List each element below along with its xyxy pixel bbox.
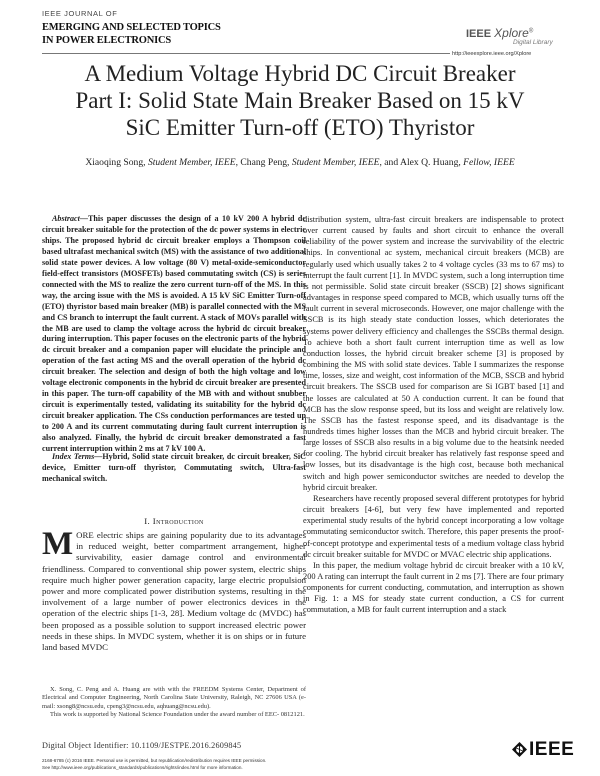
abstract-label: Abstract— [52,214,88,223]
intro-lead: ORE [76,530,94,540]
xplore-subtitle: Digital Library [513,39,553,46]
ieee-diamond-icon [512,742,527,757]
author-1-name: Xiaoqing Song, [85,157,148,168]
author-list [0,157,600,168]
paragraph-1: distribution system, ultra-fast circuit breakers are indispensable to protect over current caused by faults and short circuit to enhance the overall reliability of the power system and increase the survivability of the electric ships. In conventional ac system, mechanical circuit breakers (MCB) are regularly used which usually takes 2 to 4 voltage cycles (33 ms to 67 ms) to interrupt the fault current [1]. In MVDC system, such a long interruption time is not permissible. Solid state circuit breaker (SSCB) [2] shows significant advantages in response speed compared to MCB, which usually turns off the fault current in several microseconds. However, one major challenge with the SSCB is its high steady state conduction losses, which deteriorates the systems power delivery efficiency and challenges the SSCBs thermal design. To achieve both a short fault current interruption time as well as low conduction losses, the hybrid circuit breaker scheme [3] is proposed by combining the MS with solid state devices. Table I summarizes the response time, losses, size and weight, cost information of the MCB, SSCB and hybrid circuit breakers. The SSCB used for comparison are Si IGBT based [1] and the losses are calculated at 50 A conduction current. It can be found that MCB has the slow response speed, but its loss and weight are relatively low. The SSCB has the fastest response speed, and its disadvantage is the hundreds times higher losses than the MCB and hybrid circuit breaker. The large losses of SSCB also results in a big volume due to the heatsink needed for cooling. The hybrid circuit breaker has relatively fast response speed and low losses, but its disadvantage is the high cost, because both mechanical switch and high power semiconductor switches are needed to develop the hybrid circuit breaker. [303,215,564,492]
paragraph-2: Researchers have recently proposed several different prototypes for hybrid circuit breakers [4-6], but very few have implemented and reported experimental study results of the hybrid concept incorporating a low voltage commutating semiconductor switch. Therefore, this paper presents the proof-of-concept prototype and experimental tests of a medium voltage class hybrid dc circuit breaker suitable for MVDC or MVAC electric ship applications. [303,493,564,559]
abstract-text: This paper discusses the design of a 10 kV 200 A hybrid dc circuit breaker suitable for the protection of the dc power systems in electric ships. The proposed hybrid dc circuit breaker employs a Thompson coil based ultrafast mechanical switch (MS) with the assistance of two additional solid state power devices. A low voltage (80 V) metal-oxide-semiconductor field-effect transistors (MOSFETs) based commutating switch (CS) is series connected with the MS to realize the zero current turn-off of the MS. In this way, the arcing issue with the MS is avoided. A 15 kV SiC Emitter Turn-off (ETO) thyristor based main breaker (MB) is parallel connected with the MS and CS branch to interrupt the fault current. A stack of MOVs parallel with the MB are used to clamp the voltage across the hybrid dc circuit breaker during interruption. This paper focuses on the electronic parts of the hybrid dc circuit breaker and a companion paper will elucidate the principle and operation of the fast acting MS and the overall operation of the hybrid dc circuit breaker. The selection and design of both the high voltage and low voltage electronic components in the hybrid dc circuit breaker are presented in this paper. The turn-off capability of the MB with and without snubber circuit is experimentally tested, validating its suitability for the hybrid dc circuit breaker application. The CSs conduction performances are tested up to 200 A and its current commutating during fault current interruption is also analyzed. Finally, the hybrid dc circuit breaker demonstrated a fast current interruption within 2 ms at 7 kV 100 A. [42,214,306,454]
author-1-role: Student Member, IEEE [147,157,236,168]
section-title: Introduction [152,516,204,526]
author-3-role: Fellow, IEEE [463,157,515,168]
journal-name-line2: EMERGING AND SELECTED TOPICS [42,22,221,33]
abstract [42,214,306,455]
title-line2: Part I: Solid State Main Breaker Based on 15 kV [75,88,525,113]
xplore-registered: ® [528,28,534,35]
right-column-body [303,214,564,616]
header-rule [42,53,450,54]
paragraph-3: In this paper, the medium voltage hybrid dc circuit breaker with a 10 kV, 200 A rating can interrupt the fault current in 2 ms [7]. There are four primary components for current conducting, commutation, and interruption as shown in Fig. 1: a MS for steady state current conduction, a CS for current commutation, a MB for fault current interruption and a stack [303,560,564,615]
author-3-name: , and Alex Q. Huang, [379,157,464,168]
section-heading-introduction [42,516,306,526]
author-2-role: Student Member, IEEE [291,157,380,168]
title-line3: SiC Emitter Turn-off (ETO) Thyristor [125,115,475,140]
index-terms-text: Hybrid, Solid state circuit breaker, dc circuit breaker, SiC device, Emitter turn-off thyristor, Commutating switch, Ultra-fast mechanical switch. [42,452,306,483]
doi: Digital Object Identifier: 10.1109/JESTPE.2016.2609845 [42,741,242,750]
affiliation-footnote: X. Song, C. Peng and A. Huang are with with the FREEDM Systems Center, Department of Electrical and Computer Engineering, North Carolina State University, Raleigh, NC 27606 USA (e-mail: xsong8@ncsu.edu, cpeng3@ncsu.edu, aqhuang@ncsu.edu). [42,686,306,710]
copyright-line2: See http://www.ieee.org/publications_standards/publications/rights/index.html for more information. [42,764,243,770]
xplore-brand: IEEE [466,28,492,40]
ieee-xplore-logo [466,26,533,40]
index-terms [42,452,306,485]
journal-name-line1: IEEE JOURNAL OF [42,9,118,18]
funding-footnote: This work is supported by National Science Foundation under the award number of EEC- 0812121. [50,711,305,719]
drop-cap: M [42,526,74,562]
ieee-logo [512,740,574,759]
xplore-url-link[interactable]: http://ieeexplore.ieee.org/Xplore [452,51,532,57]
xplore-name: Xplore [494,26,529,40]
journal-name-line3: IN POWER ELECTRONICS [42,35,172,46]
paper-title [0,60,600,141]
copyright-line1: 2168-6785 (c) 2016 IEEE. Personal use is permitted, but republication/redistribution requires IEEE permission. [42,758,267,763]
title-line1: A Medium Voltage Hybrid DC Circuit Breaker [84,61,516,86]
intro-text: electric ships are gaining popularity due to its advantages in reduced weight, better compartment arrangement, higher survivability, easier damage control and environmental friendliness. Compared to conventional ship power system, electric ships require much higher power generation capacity, large electric propulsion power and more complicated power distribution systems, resulting in the involvement of a large number of power electronics devices in the operation of the electric ships [1-3, 28]. Medium voltage dc (MVDC) has been proposed as a possible solution to support increased electric power needs in these ships. In MVDC system, whether it is on ships or in future land based MVDC [42,530,306,653]
section-number: I. [144,516,153,526]
author-footnote [42,686,306,720]
author-2-name: , Chang Peng, [235,157,292,168]
index-terms-label: Index Terms— [52,452,103,461]
copyright-notice [42,758,402,771]
ieee-wordmark: IEEE [529,739,575,760]
introduction-paragraph [42,526,306,653]
